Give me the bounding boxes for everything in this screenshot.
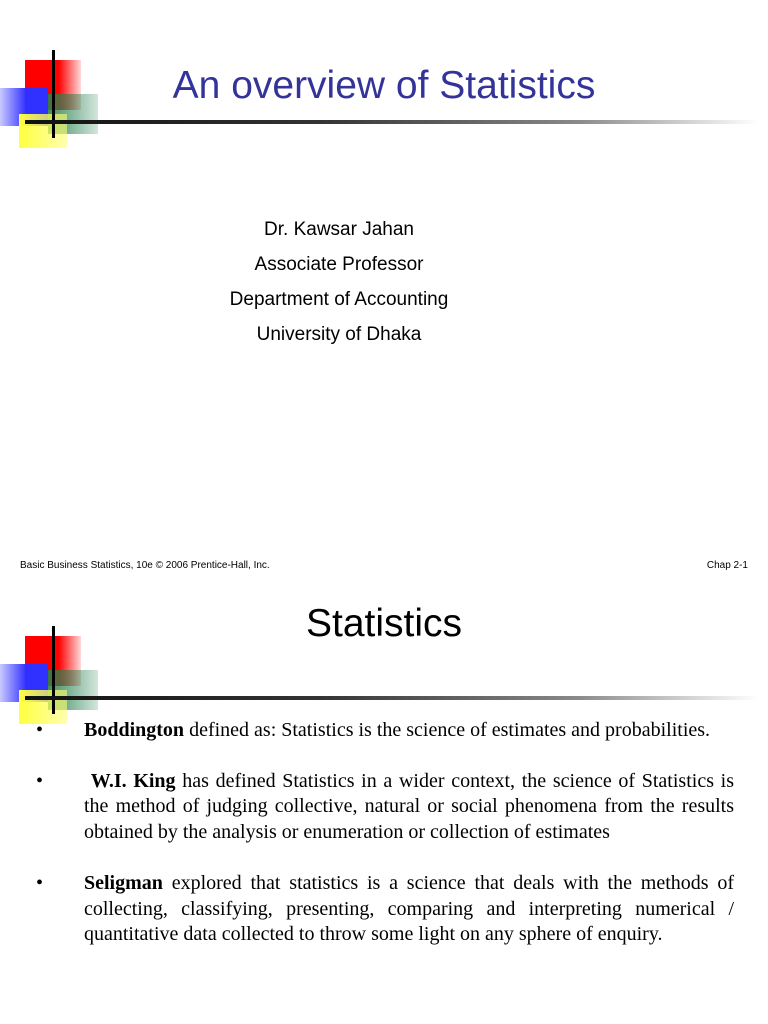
- definition-text: has defined Statistics in a wider context, the science of Statistics is the method of judging collective, natural or social phenomena from the results obtained by the analysis or enumeration or collection of estimates: [84, 769, 735, 844]
- author-position: Associate Professor: [254, 254, 424, 275]
- bullet-icon: •: [36, 769, 44, 792]
- definer-name: Seligman: [84, 871, 163, 894]
- definer-name: W.I. King: [90, 769, 176, 792]
- list-item: [36, 871, 734, 948]
- definition-text: explored that statistics is a science that deals with the methods of collecting, classifying, presenting, comparing and interpreting numerical / quantitative data collected to throw some light on any sphere of enquiry.: [84, 871, 734, 946]
- author-name: Dr. Kawsar Jahan: [264, 219, 414, 240]
- footer-copyright: Basic Business Statistics, 10e © 2006 Prentice-Hall, Inc.: [20, 560, 270, 571]
- list-item: [36, 718, 734, 744]
- title-rule: [25, 120, 758, 124]
- definition-text: defined as: Statistics is the science of estimates and probabilities.: [184, 719, 711, 741]
- author-university: University of Dhaka: [256, 324, 422, 345]
- author-block: [0, 212, 678, 352]
- slide-title-heading: An overview of Statistics: [172, 64, 596, 107]
- footer-page-number: Chap 2-1: [706, 560, 748, 571]
- title-rule: [25, 696, 758, 700]
- definitions-list: [36, 718, 734, 973]
- definer-name: Boddington: [84, 719, 185, 741]
- author-department: Department of Accounting: [229, 289, 449, 310]
- slide-statistics: [0, 576, 768, 1024]
- slide-statistics-heading: Statistics: [305, 602, 463, 645]
- list-item: [36, 769, 734, 846]
- bullet-icon: •: [36, 871, 44, 894]
- bullet-icon: •: [36, 719, 44, 741]
